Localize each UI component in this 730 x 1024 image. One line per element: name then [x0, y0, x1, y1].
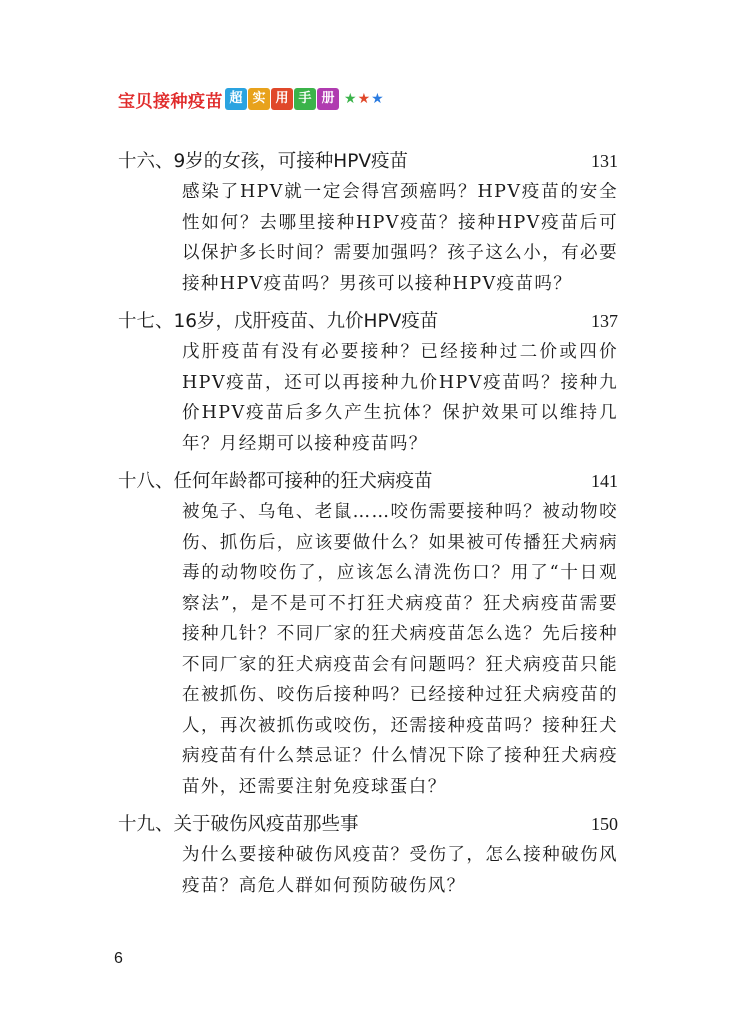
toc-section [118, 466, 618, 802]
section-page: 131 [591, 151, 618, 171]
section-page: 137 [591, 311, 618, 331]
section-title: 16岁，戊肝疫苗、九价HPV疫苗 [173, 311, 439, 332]
section-number: 十八、 [118, 471, 174, 492]
toc-entry-heading[interactable] [118, 809, 618, 840]
toc-section [118, 146, 618, 299]
title-badge: 用 [271, 88, 293, 110]
section-number: 十九、 [118, 814, 174, 835]
toc-entry-heading[interactable] [118, 146, 618, 177]
star-icon: ★ [357, 91, 371, 107]
section-summary: 被兔子、乌龟、老鼠……咬伤需要接种吗？被动物咬伤、抓伤后，应该要做什么？如果被可传播狂犬病病毒的动物咬伤了，应该怎么清洗伤口？用了“十日观察法”，是不是可不打狂犬病疫苗？狂犬病疫苗需要接种几针？不同厂家的狂犬病疫苗怎么选？先后接种不同厂家的狂犬病疫苗会有问题吗？狂犬病疫苗只能在被抓伤、咬伤后接种吗？已经接种过狂犬病疫苗的人，再次被抓伤或咬伤，还需接种疫苗吗？接种狂犬病疫苗有什么禁忌证？什么情况下除了接种狂犬病疫苗外，还需要注射免疫球蛋白？ [182, 502, 618, 797]
title-badges [225, 88, 340, 110]
section-number: 十七、 [118, 311, 174, 332]
book-title: 宝贝接种疫苗 [118, 91, 223, 112]
section-page: 150 [591, 814, 618, 834]
toc-section [118, 306, 618, 459]
page-number: 6 [114, 950, 123, 967]
stars-decoration [344, 91, 385, 107]
title-badge: 手 [294, 88, 316, 110]
section-title: 任何年龄都可接种的狂犬病疫苗 [173, 471, 433, 492]
toc-entry-heading[interactable] [118, 306, 618, 337]
section-title: 关于破伤风疫苗那些事 [173, 814, 359, 835]
section-summary: 戊肝疫苗有没有必要接种？已经接种过二价或四价HPV疫苗，还可以再接种九价HPV疫苗吗？接种九价HPV疫苗后多久产生抗体？保护效果可以维持几年？月经期可以接种疫苗吗？ [182, 342, 618, 454]
toc-entry-heading[interactable] [118, 466, 618, 497]
star-icon: ★ [371, 91, 384, 107]
section-summary: 感染了HPV就一定会得宫颈癌吗？HPV疫苗的安全性如何？去哪里接种HPV疫苗？接种HPV疫苗后可以保护多长时间？需要加强吗？孩子这么小，有必要接种HPV疫苗吗？男孩可以接种HPV疫苗吗？ [182, 182, 618, 294]
section-title: 9岁的女孩，可接种HPV疫苗 [173, 151, 409, 172]
toc-section [118, 809, 618, 901]
title-badge: 实 [248, 88, 270, 110]
title-badge: 超 [225, 88, 247, 110]
star-icon: ★ [344, 91, 357, 107]
running-header [118, 84, 385, 114]
section-summary: 为什么要接种破伤风疫苗？受伤了，怎么接种破伤风疫苗？高危人群如何预防破伤风？ [182, 845, 618, 896]
table-of-contents [118, 146, 618, 908]
section-page: 141 [591, 471, 618, 491]
section-number: 十六、 [118, 151, 174, 172]
title-badge: 册 [317, 88, 339, 110]
